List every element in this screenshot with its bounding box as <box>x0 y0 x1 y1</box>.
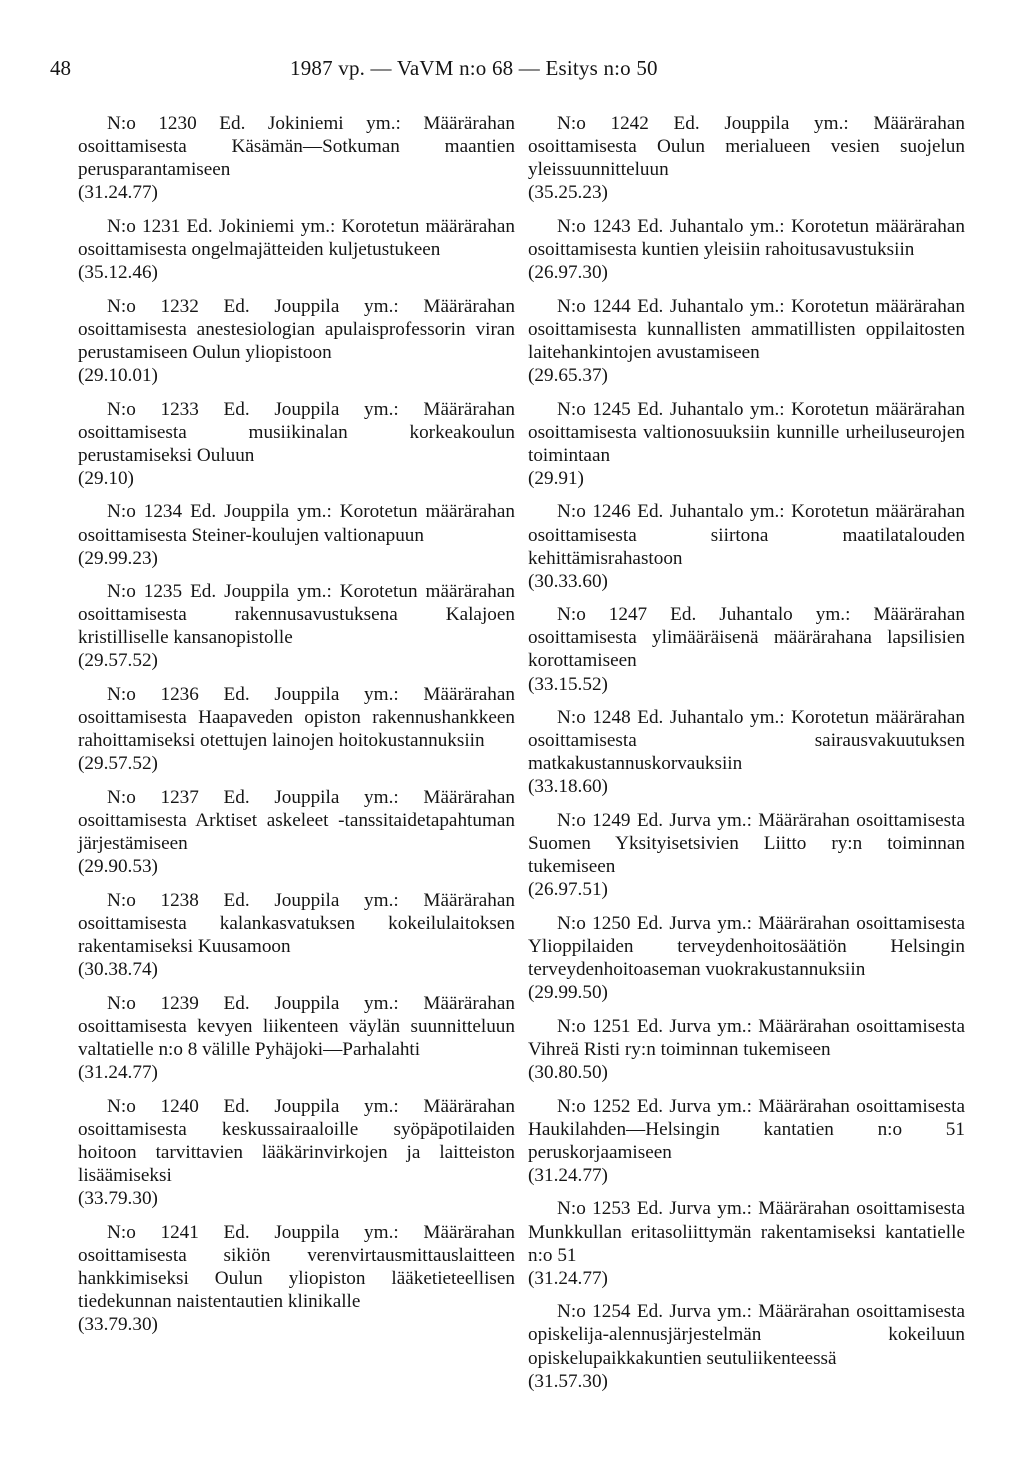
budget-code: (31.24.77) <box>78 1061 158 1083</box>
entry-text: N:o 1238 Ed. Jouppila ym.: Määrärahan osoittamisesta kalankasvatuksen kokeilulaitoksen rakentamiseksi Kuusamoon <box>78 889 515 957</box>
budget-code: (26.97.30) <box>528 262 608 284</box>
list-item <box>528 1095 965 1187</box>
list-item <box>78 992 515 1084</box>
budget-code: (30.80.50) <box>528 1061 608 1083</box>
list-item <box>528 912 965 1004</box>
left-column <box>78 112 515 1347</box>
budget-code: (31.57.30) <box>528 1370 608 1392</box>
budget-code: (29.99.23) <box>78 547 158 569</box>
entry-text: N:o 1234 Ed. Jouppila ym.: Korotetun määrärahan osoittamisesta Steiner-koulujen valtionapuun <box>78 501 515 546</box>
running-head: 1987 vp. — VaVM n:o 68 — Esitys n:o 50 <box>290 56 658 80</box>
entry-text: N:o 1251 Ed. Jurva ym.: Määrärahan osoittamisesta Vihreä Risti ry:n toiminnan tukemiseen <box>528 1015 965 1060</box>
entry-text: N:o 1236 Ed. Jouppila ym.: Määrärahan osoittamisesta Haapaveden opiston rakennushankkeen rahoittamiseksi otettujen lainojen hoitokustannuksiin <box>78 684 515 752</box>
budget-code: (29.57.52) <box>78 650 158 672</box>
entry-text: N:o 1230 Ed. Jokiniemi ym.: Määrärahan osoittamisesta Käsämän—Sotkuman maantien perusparantamiseen <box>78 113 515 181</box>
entry-text: N:o 1241 Ed. Jouppila ym.: Määrärahan osoittamisesta sikiön verenvirtausmittauslaitteen hankkimiseksi Oulun yliopiston lääketieteellisen tiedekunnan naistentautien klinikalle <box>78 1221 515 1312</box>
budget-code: (31.24.77) <box>528 1164 608 1186</box>
budget-code: (31.24.77) <box>528 1267 608 1289</box>
budget-code: (29.10) <box>78 467 134 489</box>
entry-text: N:o 1253 Ed. Jurva ym.: Määrärahan osoittamisesta Munkkullan eritasoliittymän rakentamiseksi kantatielle n:o 51 <box>528 1198 965 1266</box>
list-item <box>528 603 965 695</box>
budget-code: (30.38.74) <box>78 959 158 981</box>
entry-text: N:o 1252 Ed. Jurva ym.: Määrärahan osoittamisesta Haukilahden—Helsingin kantatien n:o 51 peruskorjaamiseen <box>528 1095 965 1163</box>
list-item <box>78 889 515 981</box>
entry-text: N:o 1245 Ed. Juhantalo ym.: Korotetun määrärahan osoittamisesta valtionosuuksiin kunnille urheiluseurojen toimintaan <box>528 398 965 466</box>
list-item <box>78 295 515 387</box>
budget-code: (35.25.23) <box>528 182 608 204</box>
list-item <box>78 580 515 672</box>
list-item <box>78 1221 515 1336</box>
budget-code: (29.99.50) <box>528 982 608 1004</box>
entry-text: N:o 1240 Ed. Jouppila ym.: Määrärahan osoittamisesta keskussairaaloille syöpäpotilaiden hoitoon tarvittavien lääkärinvirkojen ja laitteiston lisäämiseksi <box>78 1095 515 1186</box>
right-column <box>528 112 965 1403</box>
entry-text: N:o 1248 Ed. Juhantalo ym.: Korotetun määrärahan osoittamisesta sairausvakuutuksen matkakustannuskorvauksiin <box>528 707 965 775</box>
entry-text: N:o 1231 Ed. Jokiniemi ym.: Korotetun määrärahan osoittamisesta ongelmajätteiden kuljetustukeen <box>78 215 515 260</box>
budget-code: (29.91) <box>528 467 584 489</box>
list-item <box>528 1197 965 1289</box>
list-item <box>78 1095 515 1210</box>
list-item <box>528 706 965 798</box>
budget-code: (29.10.01) <box>78 364 158 386</box>
budget-code: (29.90.53) <box>78 856 158 878</box>
budget-code: (33.79.30) <box>78 1187 158 1209</box>
budget-code: (29.57.52) <box>78 753 158 775</box>
budget-code: (33.15.52) <box>528 673 608 695</box>
budget-code: (31.24.77) <box>78 182 158 204</box>
budget-code: (33.18.60) <box>528 776 608 798</box>
entry-text: N:o 1235 Ed. Jouppila ym.: Korotetun määrärahan osoittamisesta rakennusavustuksena Kalajoen kristilliselle kansanopistolle <box>78 581 515 649</box>
list-item <box>528 809 965 901</box>
list-item <box>528 295 965 387</box>
entry-text: N:o 1254 Ed. Jurva ym.: Määrärahan osoittamisesta opiskelija-alennusjärjestelmän kokeiluun opiskelupaikkakuntien seutuliikenteessä <box>528 1301 965 1369</box>
list-item <box>78 398 515 490</box>
list-item <box>528 112 965 204</box>
entry-text: N:o 1239 Ed. Jouppila ym.: Määrärahan osoittamisesta kevyen liikenteen väylän suunnitteluun valtatielle n:o 8 välille Pyhäjoki—Parhalahti <box>78 992 515 1060</box>
entry-text: N:o 1250 Ed. Jurva ym.: Määrärahan osoittamisesta Ylioppilaiden terveydenhoitosäätiön Helsingin terveydenhoitoaseman vuokrakustannuksiin <box>528 912 965 981</box>
budget-code: (35.12.46) <box>78 262 158 284</box>
entry-text: N:o 1233 Ed. Jouppila ym.: Määrärahan osoittamisesta musiikinalan korkeakoulun perustamiseksi Ouluun <box>78 398 515 466</box>
list-item <box>528 1300 965 1392</box>
list-item <box>528 1015 965 1084</box>
list-item <box>528 398 965 490</box>
entry-text: N:o 1237 Ed. Jouppila ym.: Määrärahan osoittamisesta Arktiset askeleet -tanssitaidetapahtuman järjestämiseen <box>78 786 515 855</box>
entry-text: N:o 1247 Ed. Juhantalo ym.: Määrärahan osoittamisesta ylimääräisenä määrärahana lapsilisien korottamiseen <box>528 604 965 672</box>
list-item <box>78 683 515 775</box>
budget-code: (33.79.30) <box>78 1313 158 1335</box>
list-item <box>528 500 965 592</box>
list-item <box>528 215 965 284</box>
entry-text: N:o 1243 Ed. Juhantalo ym.: Korotetun määrärahan osoittamisesta kuntien yleisiin rahoitusavustuksiin <box>528 215 965 260</box>
entry-text: N:o 1246 Ed. Juhantalo ym.: Korotetun määrärahan osoittamisesta siirtona maatilatalouden kehittämisrahastoon <box>528 501 965 569</box>
budget-code: (29.65.37) <box>528 364 608 386</box>
entry-text: N:o 1249 Ed. Jurva ym.: Määrärahan osoittamisesta Suomen Yksityisetsivien Liitto ry:n toiminnan tukemiseen <box>528 810 965 878</box>
entry-text: N:o 1242 Ed. Jouppila ym.: Määrärahan osoittamisesta Oulun merialueen vesien suojelun yleissuunnitteluun <box>528 113 965 181</box>
list-item <box>78 786 515 878</box>
budget-code: (26.97.51) <box>528 879 608 901</box>
list-item <box>78 500 515 569</box>
entry-text: N:o 1232 Ed. Jouppila ym.: Määrärahan osoittamisesta anestesiologian apulaisprofessorin viran perustamiseen Oulun yliopistoon <box>78 295 515 363</box>
entry-text: N:o 1244 Ed. Juhantalo ym.: Korotetun määrärahan osoittamisesta kunnallisten ammatillisten oppilaitosten laitehankintojen avustamiseen <box>528 295 965 363</box>
budget-code: (30.33.60) <box>528 570 608 592</box>
list-item <box>78 215 515 284</box>
list-item <box>78 112 515 204</box>
page-number: 48 <box>50 56 71 80</box>
